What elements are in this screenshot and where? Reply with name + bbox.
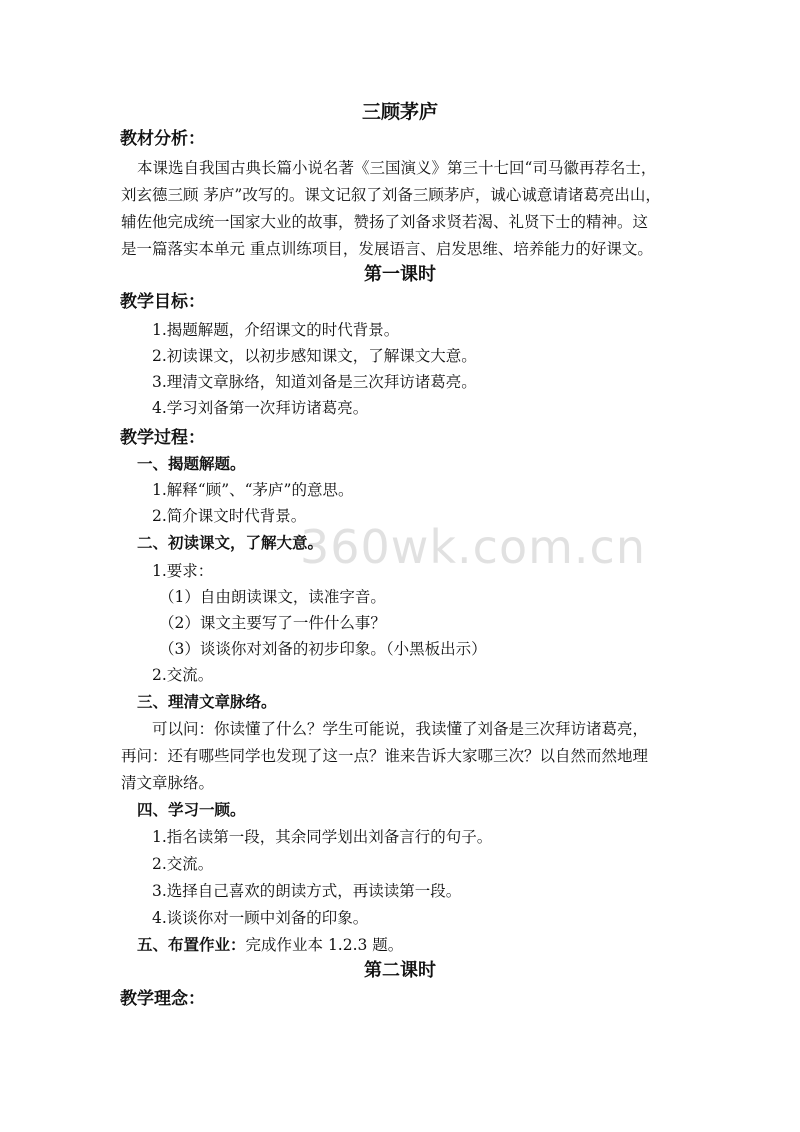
lesson1-heading: 第一课时 [364, 264, 436, 285]
analysis-line: 是一篇落实本单元 重点训练项目，发展语言、启发思维、培养能力的好课文。 [121, 240, 653, 258]
analysis-line: 本课选自我国古典长篇小说名著《三国演义》第三十七回“司马徽再荐名士， [137, 159, 657, 177]
goal-item: 1.揭题解题，介绍课文的时代背景。 [152, 321, 400, 339]
lesson2-heading: 第二课时 [364, 960, 436, 981]
step1-item: 1.解释“顾”、“茅庐”的意思。 [152, 481, 354, 499]
step3-heading: 三、理清文章脉络。 [137, 692, 277, 711]
step2-item: （3）谈谈你对刘备的初步印象。（小黑板出示） [159, 640, 487, 658]
watermark: 360wk.com.cn [300, 520, 646, 574]
step1-heading: 一、揭题解题。 [137, 454, 246, 473]
step2-heading: 二、初读课文，了解大意。 [137, 533, 324, 552]
goal-item: 2.初读课文，以初步感知课文，了解课文大意。 [152, 347, 477, 365]
step3-line: 清文章脉络。 [121, 774, 215, 792]
step4-item: 2.交流。 [152, 855, 214, 873]
step2-item: 2.交流。 [152, 666, 214, 684]
page-title: 三顾茅庐 [361, 101, 438, 123]
step4-item: 4.谈谈你对一顾中刘备的印象。 [152, 909, 369, 927]
step5-row [137, 934, 403, 956]
goals-heading: 教学目标： [120, 292, 205, 312]
goal-item: 3.理清文章脉络，知道刘备是三次拜访诸葛亮。 [152, 373, 477, 391]
step2-item: （2）课文主要写了一件什么事？ [159, 614, 386, 632]
step1-item: 2.简介课文时代背景。 [152, 507, 307, 525]
step2-item: （1）自由朗读课文，读准字音。 [159, 588, 386, 606]
goal-item: 4.学习刘备第一次拜访诸葛亮。 [152, 399, 369, 417]
step4-item: 1.指名读第一段，其余同学划出刘备言行的句子。 [152, 828, 493, 846]
step4-heading: 四、学习一顾。 [137, 800, 246, 819]
step4-item: 3.选择自己喜欢的朗读方式，再读读第一段。 [152, 882, 462, 900]
step3-line: 可以问：你读懂了什么？学生可能说，我读懂了刘备是三次拜访诸葛亮， [152, 720, 649, 738]
analysis-heading: 教材分析： [120, 129, 205, 149]
step5-text: 完成作业本 1.2.3 题。 [245, 936, 404, 954]
step3-line: 再问：还有哪些同学也发现了这一点？谁来告诉大家哪三次？以自然而然地理 [121, 747, 649, 765]
step2-item: 1.要求： [152, 562, 214, 580]
step5-heading: 五、布置作业： [137, 935, 246, 954]
process-heading: 教学过程： [120, 428, 205, 448]
analysis-line: 刘玄德三顾 茅庐”改写的。课文记叙了刘备三顾茅庐，诚心诚意请诸葛亮出山， [121, 186, 661, 204]
analysis-line: 辅佐他完成统一国家大业的故事，赞扬了刘备求贤若渴、礼贤下士的精神。这 [121, 213, 649, 231]
concept-heading: 教学理念： [120, 989, 205, 1009]
